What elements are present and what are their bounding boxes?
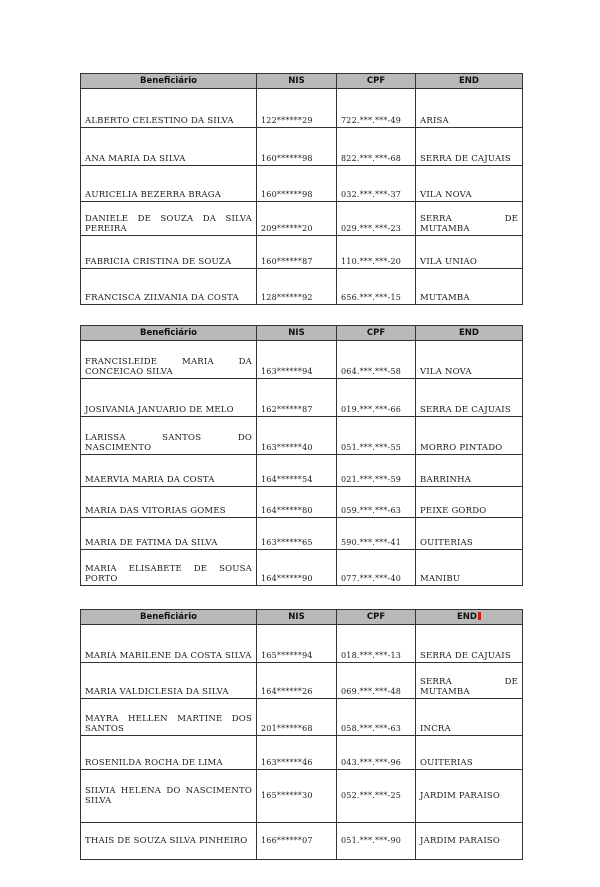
table-row bbox=[81, 417, 523, 455]
nis-cell: 166******07 bbox=[257, 823, 337, 860]
nis-cell: 164******54 bbox=[257, 455, 337, 487]
header-end: END bbox=[416, 74, 523, 89]
header-nis: NIS bbox=[257, 610, 337, 625]
nis-cell: 165******94 bbox=[257, 625, 337, 663]
nis-cell: 163******46 bbox=[257, 736, 337, 770]
address-cell: MORRO PINTADO bbox=[416, 417, 523, 455]
beneficiary-name: SILVIA HELENA DO NASCIMENTO SILVA bbox=[81, 770, 257, 823]
nis-cell: 201******68 bbox=[257, 699, 337, 736]
header-end bbox=[416, 610, 523, 625]
beneficiary-name: FABRICIA CRISTINA DE SOUZA bbox=[81, 236, 257, 269]
beneficiary-name: ROSENILDA ROCHA DE LIMA bbox=[81, 736, 257, 770]
address-cell: MUTAMBA bbox=[416, 269, 523, 305]
header-cpf: CPF bbox=[337, 74, 416, 89]
table-row bbox=[81, 166, 523, 202]
cpf-cell: 021.***.***-59 bbox=[337, 455, 416, 487]
beneficiary-name: FRANCISLEIDE MARIA DA CONCEICAO SILVA bbox=[81, 341, 257, 379]
cpf-cell: 051.***.***-55 bbox=[337, 417, 416, 455]
cpf-cell: 822.***.***-68 bbox=[337, 128, 416, 166]
nis-cell: 164******90 bbox=[257, 550, 337, 586]
cpf-cell: 058.***.***-63 bbox=[337, 699, 416, 736]
address-cell: SERRA DE CAJUAIS bbox=[416, 625, 523, 663]
address-cell: MANIBU bbox=[416, 550, 523, 586]
table-row bbox=[81, 379, 523, 417]
beneficiary-name: MARIA MARILENE DA COSTA SILVA bbox=[81, 625, 257, 663]
beneficiary-name: MARIA DE FATIMA DA SILVA bbox=[81, 518, 257, 550]
address-cell: JARDIM PARAISO bbox=[416, 823, 523, 860]
beneficiary-name: MARIA VALDICLESIA DA SILVA bbox=[81, 663, 257, 699]
cpf-cell: 032.***.***-37 bbox=[337, 166, 416, 202]
nis-cell: 160******98 bbox=[257, 128, 337, 166]
cpf-cell: 722.***.***-49 bbox=[337, 89, 416, 128]
table-row bbox=[81, 663, 523, 699]
table-header-row bbox=[81, 326, 523, 341]
cpf-cell: 069.***.***-48 bbox=[337, 663, 416, 699]
address-cell: SERRA DE MUTAMBA bbox=[416, 663, 523, 699]
table-row bbox=[81, 341, 523, 379]
header-cpf: CPF bbox=[337, 326, 416, 341]
nis-cell: 163******65 bbox=[257, 518, 337, 550]
beneficiary-name: FRANCISCA ZILVANIA DA COSTA bbox=[81, 269, 257, 305]
address-cell: JARDIM PARAISO bbox=[416, 770, 523, 823]
cpf-cell: 590.***.***-41 bbox=[337, 518, 416, 550]
address-cell: SERRA DE MUTAMBA bbox=[416, 202, 523, 236]
beneficiary-name: ANA MARIA DA SILVA bbox=[81, 128, 257, 166]
cpf-cell: 018.***.***-13 bbox=[337, 625, 416, 663]
header-end-label: END bbox=[457, 612, 477, 622]
table-row bbox=[81, 487, 523, 518]
beneficiary-name: MARIA DAS VITORIAS GOMES bbox=[81, 487, 257, 518]
beneficiary-name: ALBERTO CELESTINO DA SILVA bbox=[81, 89, 257, 128]
beneficiary-name: LARISSA SANTOS DO NASCIMENTO bbox=[81, 417, 257, 455]
cpf-cell: 110.***.***-20 bbox=[337, 236, 416, 269]
table-row bbox=[81, 518, 523, 550]
beneficiary-table-3 bbox=[80, 609, 523, 860]
nis-cell: 164******26 bbox=[257, 663, 337, 699]
address-cell: SERRA DE CAJUAIS bbox=[416, 128, 523, 166]
address-cell: VILA NOVA bbox=[416, 341, 523, 379]
cpf-cell: 019.***.***-66 bbox=[337, 379, 416, 417]
nis-cell: 162******87 bbox=[257, 379, 337, 417]
beneficiary-table-1 bbox=[80, 73, 523, 305]
table-row bbox=[81, 699, 523, 736]
cpf-cell: 043.***.***-96 bbox=[337, 736, 416, 770]
table-row bbox=[81, 128, 523, 166]
table-row bbox=[81, 89, 523, 128]
cpf-cell: 059.***.***-63 bbox=[337, 487, 416, 518]
header-cpf: CPF bbox=[337, 610, 416, 625]
cpf-cell: 064.***.***-58 bbox=[337, 341, 416, 379]
nis-cell: 163******94 bbox=[257, 341, 337, 379]
cpf-cell: 051.***.***-90 bbox=[337, 823, 416, 860]
header-beneficiario: Beneficiário bbox=[81, 610, 257, 625]
nis-cell: 164******80 bbox=[257, 487, 337, 518]
header-end: END bbox=[416, 326, 523, 341]
nis-cell: 160******98 bbox=[257, 166, 337, 202]
address-cell: PEIXE GORDO bbox=[416, 487, 523, 518]
beneficiary-name: JOSIVANIA JANUARIO DE MELO bbox=[81, 379, 257, 417]
address-cell: ARISA bbox=[416, 89, 523, 128]
nis-cell: 122******29 bbox=[257, 89, 337, 128]
nis-cell: 128******92 bbox=[257, 269, 337, 305]
address-cell: OUITERIAS bbox=[416, 736, 523, 770]
cpf-cell: 656.***.***-15 bbox=[337, 269, 416, 305]
table-row bbox=[81, 269, 523, 305]
address-cell: VILA UNIAO bbox=[416, 236, 523, 269]
header-nis: NIS bbox=[257, 74, 337, 89]
address-cell: SERRA DE CAJUAIS bbox=[416, 379, 523, 417]
table-row bbox=[81, 625, 523, 663]
beneficiary-table-2 bbox=[80, 325, 523, 586]
cpf-cell: 077.***.***-40 bbox=[337, 550, 416, 586]
nis-cell: 163******40 bbox=[257, 417, 337, 455]
beneficiary-name: MAYRA HELLEN MARTINE DOS SANTOS bbox=[81, 699, 257, 736]
table-row bbox=[81, 236, 523, 269]
red-cursor-mark-icon bbox=[478, 612, 481, 620]
table-row bbox=[81, 823, 523, 860]
table-header-row bbox=[81, 610, 523, 625]
table-row bbox=[81, 202, 523, 236]
nis-cell: 165******30 bbox=[257, 770, 337, 823]
table-row bbox=[81, 455, 523, 487]
nis-cell: 160******87 bbox=[257, 236, 337, 269]
address-cell: BARRINHA bbox=[416, 455, 523, 487]
header-beneficiario: Beneficiário bbox=[81, 74, 257, 89]
cpf-cell: 029.***.***-23 bbox=[337, 202, 416, 236]
address-cell: INCRA bbox=[416, 699, 523, 736]
header-nis: NIS bbox=[257, 326, 337, 341]
table-row bbox=[81, 736, 523, 770]
table-header-row bbox=[81, 74, 523, 89]
beneficiary-name: THAIS DE SOUZA SILVA PINHEIRO bbox=[81, 823, 257, 860]
beneficiary-name: MARIA ELISABETE DE SOUSA PORTO bbox=[81, 550, 257, 586]
cpf-cell: 052.***.***-25 bbox=[337, 770, 416, 823]
table-row bbox=[81, 550, 523, 586]
address-cell: OUITERIAS bbox=[416, 518, 523, 550]
table-row bbox=[81, 770, 523, 823]
address-cell: VILA NOVA bbox=[416, 166, 523, 202]
beneficiary-name: AURICELIA BEZERRA BRAGA bbox=[81, 166, 257, 202]
beneficiary-name: DANIELE DE SOUZA DA SILVA PEREIRA bbox=[81, 202, 257, 236]
header-beneficiario: Beneficiário bbox=[81, 326, 257, 341]
nis-cell: 209******20 bbox=[257, 202, 337, 236]
beneficiary-name: MAERVIA MARIA DA COSTA bbox=[81, 455, 257, 487]
